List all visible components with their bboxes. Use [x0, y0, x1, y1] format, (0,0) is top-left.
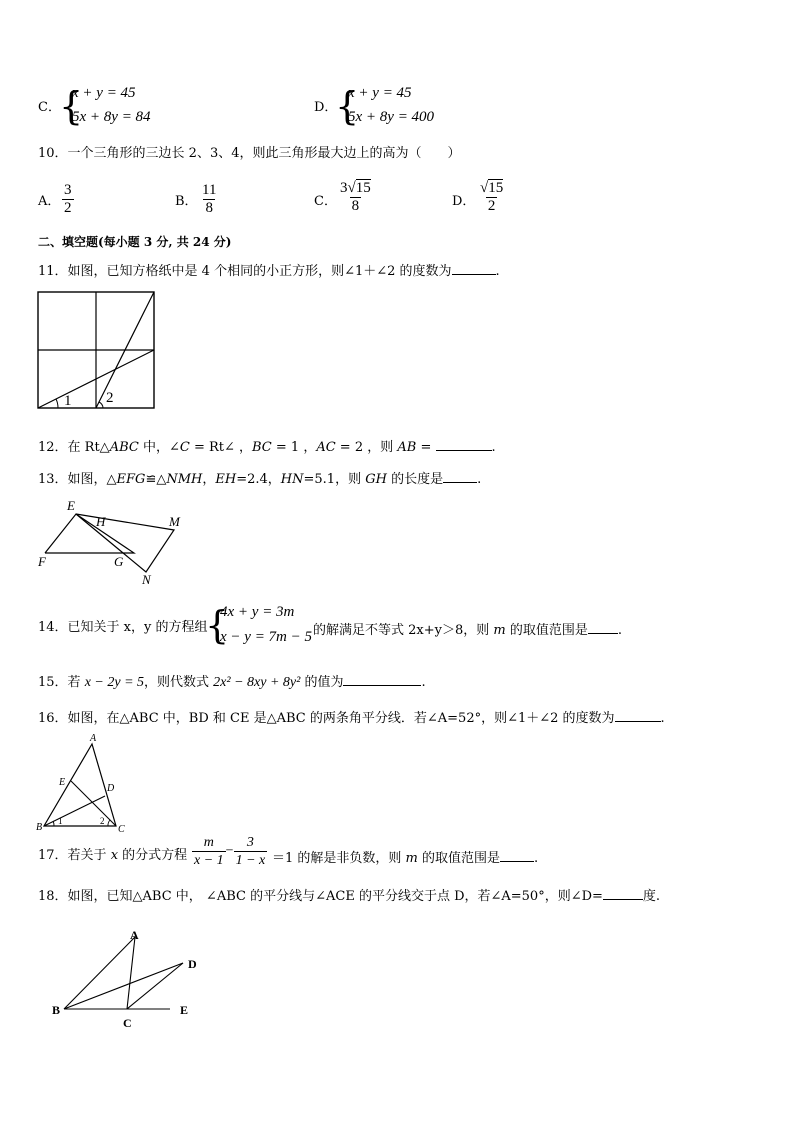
q9-option-c-eq2: 5x + 8y = 84	[72, 109, 151, 125]
q10-option-d-label: D．	[452, 194, 476, 209]
q14-eq2: x − y = 7m − 5	[220, 629, 313, 645]
q17-text: ＝1 的解是非负数，则	[272, 851, 406, 866]
q13-stem	[38, 469, 481, 488]
q15-text: 的值为	[300, 675, 344, 690]
q12-text: = Rt∠ ，	[189, 440, 253, 455]
q13-text-end: .	[477, 472, 482, 487]
q13-text: 13．如图，△	[38, 472, 117, 487]
q18-text-end: 度.	[642, 889, 661, 904]
q10-c-radicand: 15	[355, 180, 371, 196]
sqrt-icon: √	[347, 180, 356, 196]
q13-gh: GH	[365, 472, 387, 487]
q17-text-end: .	[534, 851, 539, 866]
q10-c-coef: 3	[340, 180, 348, 196]
q11-stem	[38, 261, 500, 280]
q17-minus: −	[225, 843, 234, 859]
q13-label-m: M	[169, 514, 180, 529]
q13-label-f: F	[38, 554, 46, 569]
q15-answer-blank[interactable]	[343, 672, 421, 686]
q15-text-end: .	[421, 675, 426, 690]
q16-label-d: D	[107, 783, 115, 794]
q18-answer-blank[interactable]	[603, 886, 643, 900]
q15-stem	[38, 672, 426, 691]
q12-ab: AB	[397, 440, 417, 455]
q13-text: =5.1，则	[303, 472, 366, 487]
q12-answer-blank[interactable]	[436, 437, 492, 451]
q18-label-c: C	[123, 1016, 132, 1030]
q14-eq1: 4x + y = 3m	[220, 604, 295, 620]
q17-text: 的分式方程	[118, 848, 188, 863]
q16-label-b: B	[36, 822, 43, 833]
q11-stem-text: 11．如图，已知方格纸中是 4 个相同的小正方形，则∠1＋∠2 的度数为	[38, 264, 452, 279]
q14-brace: {	[205, 603, 230, 647]
q10-option-c-fraction	[338, 180, 373, 215]
q9-option-d-eq1: x + y = 45	[348, 85, 412, 101]
q10-option-d-fraction	[478, 180, 505, 215]
q11-grid-figure	[36, 290, 158, 412]
q14-answer-blank[interactable]	[588, 620, 618, 634]
q10-d-radicand: 15	[488, 180, 504, 196]
q12-text: = 2 ，则	[335, 440, 398, 455]
q13-label-h: H	[96, 514, 106, 529]
q13-text: ，	[202, 472, 216, 487]
q13-triangle-figure	[34, 496, 194, 588]
q17-equation	[192, 834, 267, 869]
q13-tri2: NMH	[166, 472, 203, 487]
q10-option-b-fraction	[200, 182, 218, 217]
q10-c-denominator: 8	[351, 198, 360, 214]
q13-text: =2.4，	[236, 472, 281, 487]
q10-d-denominator: 2	[487, 198, 496, 214]
q17-fraction1-numerator: m	[203, 835, 214, 850]
q13-eh: EH	[215, 472, 237, 487]
q9-option-c-eq1: x + y = 45	[72, 85, 136, 101]
q10-b-numerator: 11	[202, 182, 217, 198]
q13-text: 的长度是	[386, 472, 444, 487]
q12-text: 中，∠	[138, 440, 180, 455]
q12-stem	[38, 437, 496, 456]
q10-option-c-label: C．	[314, 194, 337, 209]
q18-stem	[38, 886, 660, 905]
q15-text: 15．若	[38, 675, 85, 690]
q17-m: m	[405, 851, 418, 866]
q16-label-a: A	[90, 733, 97, 744]
q16-angle-2-label: 2	[100, 816, 105, 826]
q10-option-b-label: B．	[175, 194, 198, 209]
q15-text: ，则代数式	[144, 675, 214, 690]
sqrt-icon: √	[480, 180, 489, 196]
q17-text: 的取值范围是	[417, 851, 501, 866]
q13-text: ≌△	[145, 472, 167, 487]
q9-option-c-brace: {	[59, 84, 84, 128]
q14-text: 的解满足不等式 2x+y＞8，则	[313, 623, 494, 638]
q15-expression: 2x² − 8xy + 8y²	[213, 675, 301, 690]
q16-label-c: C	[118, 824, 125, 835]
q9-option-d-brace: {	[335, 84, 360, 128]
q12-ac: AC	[316, 440, 336, 455]
q10-a-denominator: 2	[64, 200, 72, 216]
q18-label-b: B	[52, 1003, 61, 1017]
q13-label-e: E	[67, 498, 75, 513]
q12-text-end: .	[491, 440, 496, 455]
q11-stem-end: .	[495, 264, 500, 279]
q9-option-d-label: D．	[314, 100, 338, 115]
q12-bc: BC	[252, 440, 272, 455]
q17-x: x	[110, 848, 119, 863]
q10-stem: 10．一个三角形的三边长 2、3、4，则此三角形最大边上的高为（ ）	[38, 146, 461, 161]
q17-stem-start	[38, 848, 187, 864]
q13-tri1: EFG	[116, 472, 146, 487]
q13-hn: HN	[280, 472, 304, 487]
q13-label-n: N	[142, 572, 151, 587]
q14-stem-start: 14．已知关于 x，y 的方程组	[38, 620, 208, 635]
q9-option-d-eq2: 5x + 8y = 400	[348, 109, 435, 125]
q16-answer-blank[interactable]	[615, 708, 661, 722]
q11-angle-2-label: 2	[106, 390, 114, 406]
q17-fraction1-denominator: x − 1	[194, 853, 224, 868]
q17-stem-end	[272, 848, 538, 867]
q18-triangle-figure	[48, 925, 208, 1035]
q16-stem	[38, 708, 665, 727]
q16-angle-1-label: 1	[58, 816, 63, 826]
q12-triangle: ABC	[109, 440, 139, 455]
q12-text: 12．在 Rt△	[38, 440, 110, 455]
q16-triangle-figure	[32, 732, 132, 836]
q9-option-c-label: C．	[38, 100, 61, 115]
q11-answer-blank[interactable]	[452, 261, 496, 275]
q18-label-d: D	[188, 957, 197, 971]
q10-b-denominator: 8	[205, 200, 213, 216]
q16-text-end: .	[660, 711, 665, 726]
q17-fraction2-numerator: 3	[246, 835, 254, 850]
q14-text-end: .	[617, 623, 622, 638]
q14-stem-end	[313, 620, 622, 639]
q12-text: = 1 ，	[271, 440, 317, 455]
q15-condition: x − 2y = 5	[84, 675, 145, 690]
section-title: 二、填空题(每小题 3 分, 共 24 分)	[38, 235, 232, 249]
q17-text: 17．若关于	[38, 848, 111, 863]
q16-label-e: E	[59, 777, 66, 788]
q17-fraction2-denominator: 1 − x	[235, 853, 266, 868]
q12-angle-c: C	[179, 440, 190, 455]
q13-answer-blank[interactable]	[443, 469, 477, 483]
q12-text: =	[416, 440, 436, 455]
q10-option-a-fraction	[62, 182, 74, 217]
q14-text: 的取值范围是	[505, 623, 588, 638]
q18-text: 18．如图，已知△ABC 中， ∠ABC 的平分线与∠ACE 的平分线交于点 D，若∠A=50°，则∠D=	[38, 889, 603, 904]
q10-a-numerator: 3	[64, 182, 72, 198]
q18-label-a: A	[130, 928, 139, 942]
q16-text: 16．如图，在△ABC 中，BD 和 CE 是△ABC 的两条角平分线．若∠A=52°，则∠1＋∠2 的度数为	[38, 711, 615, 726]
q17-answer-blank[interactable]	[500, 848, 534, 862]
q14-m: m	[493, 623, 506, 638]
q11-angle-1-label: 1	[64, 393, 72, 409]
q10-option-a-label: A．	[38, 194, 61, 209]
q18-label-e: E	[180, 1003, 189, 1017]
q13-label-g: G	[114, 554, 124, 569]
